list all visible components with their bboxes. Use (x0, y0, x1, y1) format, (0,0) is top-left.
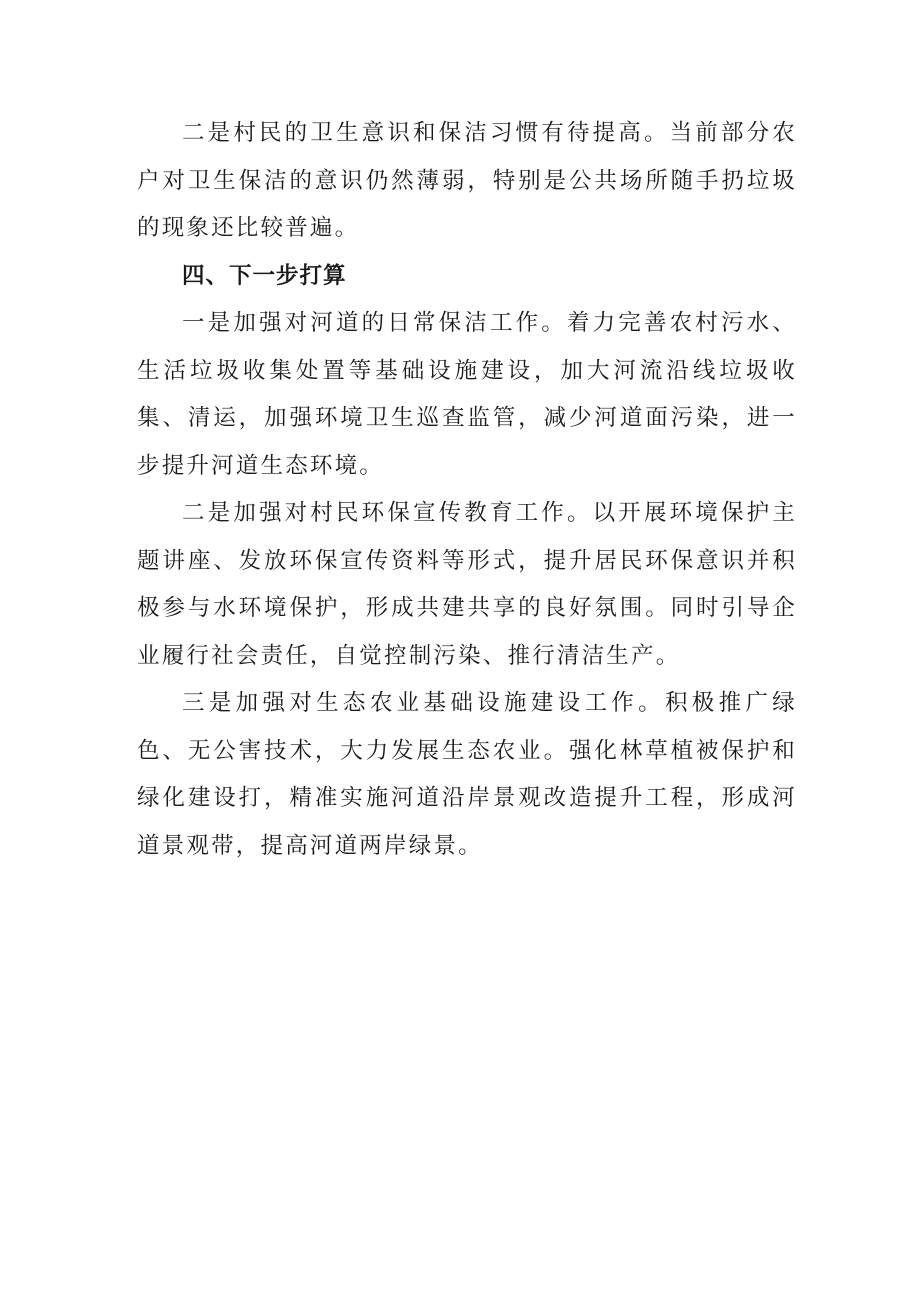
paragraph-environmental-education: 二是加强对村民环保宣传教育工作。以开展环境保护主题讲座、发放环保宣传资料等形式，提升居民环保意识并积极参与水环境保护，形成共建共享的良好氛围。同时引导企业履行社会责任，自觉控制污染、推行清洁生产。 (137, 500, 797, 669)
paragraph-villager-hygiene: 二是村民的卫生意识和保洁习惯有待提高。当前部分农户对卫生保洁的意识仍然薄弱，特别是公共场所随手扔垃圾的现象还比较普遍。 (137, 120, 797, 241)
document-body (137, 110, 797, 870)
section-heading-next-steps: 四、下一步打算 (182, 262, 347, 289)
paragraph-ecological-agriculture: 三是加强对生态农业基础设施建设工作。积极推广绿色、无公害技术，大力发展生态农业。强化林草植被保护和绿化建设打，精准实施河道沿岸景观改造提升工程，形成河道景观带，提高河道两岸绿景。 (137, 690, 797, 859)
paragraph-river-cleaning: 一是加强对河道的日常保洁工作。着力完善农村污水、生活垃圾收集处置等基础设施建设，加大河流沿线垃圾收集、清运，加强环境卫生巡查监管，减少河道面污染，进一步提升河道生态环境。 (137, 310, 797, 479)
